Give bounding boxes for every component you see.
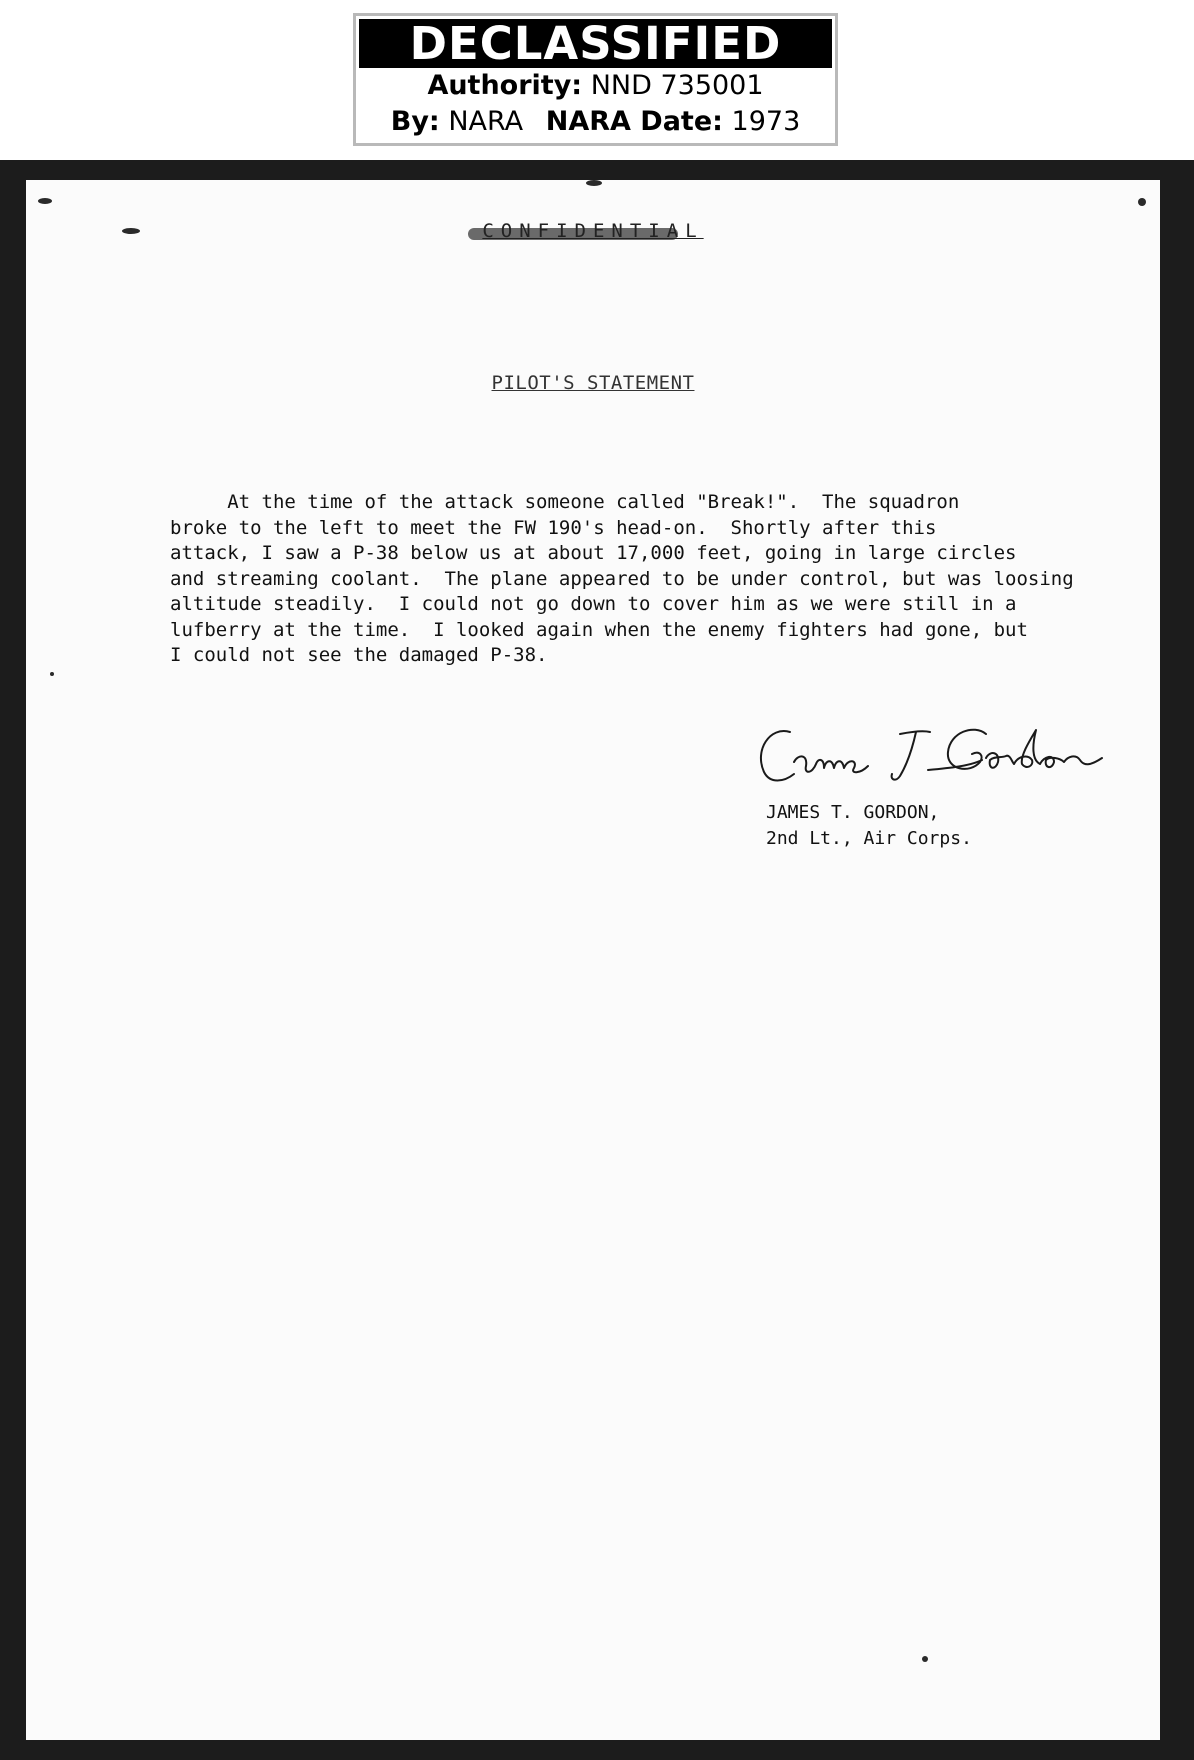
declassification-stamp xyxy=(353,13,838,146)
scan-speck xyxy=(586,180,602,186)
stamp-date-label: NARA Date: xyxy=(545,106,723,137)
scan-speck xyxy=(922,1656,928,1662)
stamp-by-label: By: xyxy=(390,106,440,137)
body-line: attack, I saw a P-38 below us at about 17,000 feet, going in large circles xyxy=(170,542,1017,564)
body-line: lufberry at the time. I looked again when the enemy fighters had gone, but xyxy=(170,618,1028,641)
scan-frame xyxy=(0,160,1194,1760)
body-line: altitude steadily. I could not go down to cover him as we were still in a xyxy=(170,593,1017,615)
body-line: I could not see the damaged P-38. xyxy=(170,644,548,666)
document-page xyxy=(26,180,1160,1740)
handwritten-signature xyxy=(750,710,1130,800)
signature-block xyxy=(766,800,972,852)
scan-speck xyxy=(50,672,54,676)
stamp-by-value: NARA xyxy=(448,106,524,137)
classification-marking: CONFIDENTIAL xyxy=(482,220,704,242)
body-line: broke to the left to meet the FW 190's head-on. Shortly after this xyxy=(170,516,937,539)
stamp-authority-value: NND 735001 xyxy=(590,70,764,101)
statement-body xyxy=(170,490,1150,669)
scan-speck xyxy=(1138,198,1146,206)
statement-title: PILOT'S STATEMENT xyxy=(491,372,695,394)
signer-name: JAMES T. GORDON, xyxy=(766,802,940,823)
signer-rank: 2nd Lt., Air Corps. xyxy=(766,828,972,849)
stamp-by-line xyxy=(359,104,832,140)
body-line: At the time of the attack someone called "Break!". The squadron xyxy=(170,491,960,513)
stamp-authority-line xyxy=(359,68,832,104)
stamp-authority-label: Authority: xyxy=(427,70,583,101)
scan-speck xyxy=(38,198,52,204)
body-line: and streaming coolant. The plane appeared to be under control, but was loosing xyxy=(170,567,1074,590)
stamp-title: DECLASSIFIED xyxy=(359,19,832,68)
stamp-date-value: 1973 xyxy=(731,106,801,137)
